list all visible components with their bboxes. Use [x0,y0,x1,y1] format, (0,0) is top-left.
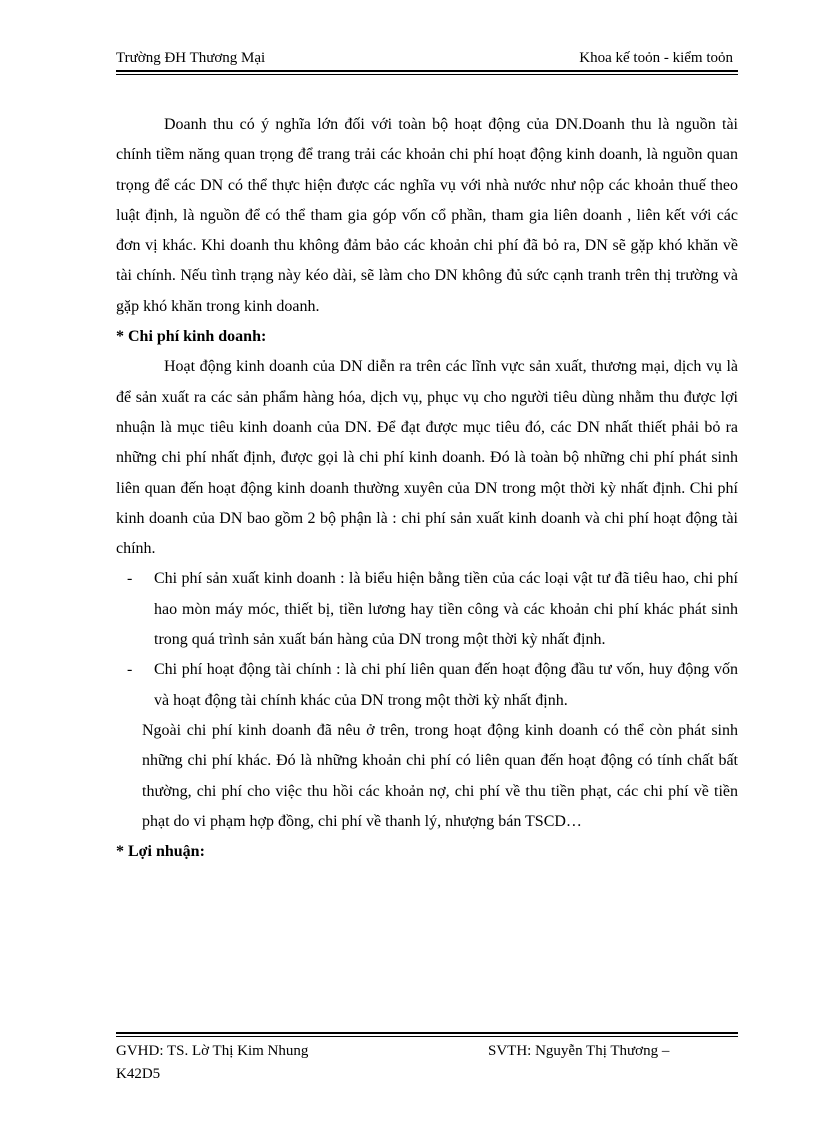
header-faculty: Khoa kế toỏn - kiểm toỏn [579,50,733,66]
footer-rule [116,1032,738,1034]
paragraph-other-costs: Ngoài chi phí kinh doanh đã nêu ở trên, trong hoạt động kinh doanh có thể còn phát sinh những chi phí khác. Đó là những khoản chi phí có liên quan đến hoạt động có tính chất bất thường, chi phí cho việc thu hồi các khoản nợ, chi phí về thu tiền phạt, các chi phí về tiền phạt do vi phạm hợp đồng, chi phí về thanh lý, nhượng bán TSCD… [142,721,738,830]
header-school: Trường ĐH Thương Mại [116,50,266,66]
paragraph-business-costs: Hoạt động kinh doanh của DN diễn ra trên các lĩnh vực sản xuất, thương mại, dịch vụ là để sản xuất ra các sản phẩm hàng hóa, dịch vụ, phục vụ cho người tiêu dùng nhằm thu được lợi nhuận là mục tiêu kinh doanh của DN. Để đạt được mục tiêu đó, các DN nhất thiết phải bỏ ra những chi phí nhất định, được gọi là chi phí kinh doanh. Đó là toàn bộ những chi phí phát sinh liên quan đến hoạt động kinh doanh thường xuyên của DN trong một thời kỳ nhất định. Chi phí kinh doanh của DN bao gồm 2 bộ phận là : chi phí sản xuất kinh doanh và chi phí hoạt động tài chính. [116,358,738,558]
footer-rule-thin [116,1036,738,1037]
list-item-text: Chi phí hoạt động tài chính : là chi phí liên quan đến hoạt động đầu tư vốn, huy động vốn và hoạt động tài chính khác của DN trong một thời kỳ nhất định. [154,661,738,709]
header-rule [116,70,738,72]
footer-student: SVTH: Nguyễn Thị Thương – [488,1043,670,1059]
heading-business-costs: * Chi phí kinh doanh: [116,328,267,346]
page-header [116,50,738,72]
footer-supervisor: GVHD: TS. Lờ Thị Kim Nhung [116,1043,309,1059]
dash-bullet: - [127,570,133,588]
header-rule-thin [116,74,738,75]
heading-profit: * Lợi nhuận: [116,843,205,861]
dash-bullet: - [127,661,133,679]
list-item-text: Chi phí sản xuất kinh doanh : là biểu hiện bằng tiền của các loại vật tư đã tiêu hao, chi phí hao mòn máy móc, thiết bị, tiền lương hay tiền công và các khoản chi phí khác phát sinh trong quá trình sản xuất bán hàng của DN trong một thời kỳ nhất định. [154,570,738,649]
list-item [116,655,738,716]
paragraph-revenue: Doanh thu có ý nghĩa lớn đối với toàn bộ hoạt động của DN.Doanh thu là nguồn tài chính tiềm năng quan trọng để trang trải các khoản chi phí hoạt động kinh doanh, là nguồn quan trọng để các DN có thể thực hiện được các nghĩa vụ với nhà nước như nộp các khoản thuế theo luật định, là nguồn để có thể tham gia góp vốn cổ phần, tham gia liên doanh , liên kết với các đơn vị khác. Khi doanh thu không đảm bảo các khoản chi phí đã bỏ ra, DN sẽ gặp khó khăn về tài chính. Nếu tình trạng này kéo dài, sẽ làm cho DN không đủ sức cạnh tranh trên thị trường và gặp khó khăn trong kinh doanh. [116,116,738,315]
footer-class: K42D5 [116,1066,161,1082]
list-item [116,564,738,655]
document-body [116,110,738,867]
